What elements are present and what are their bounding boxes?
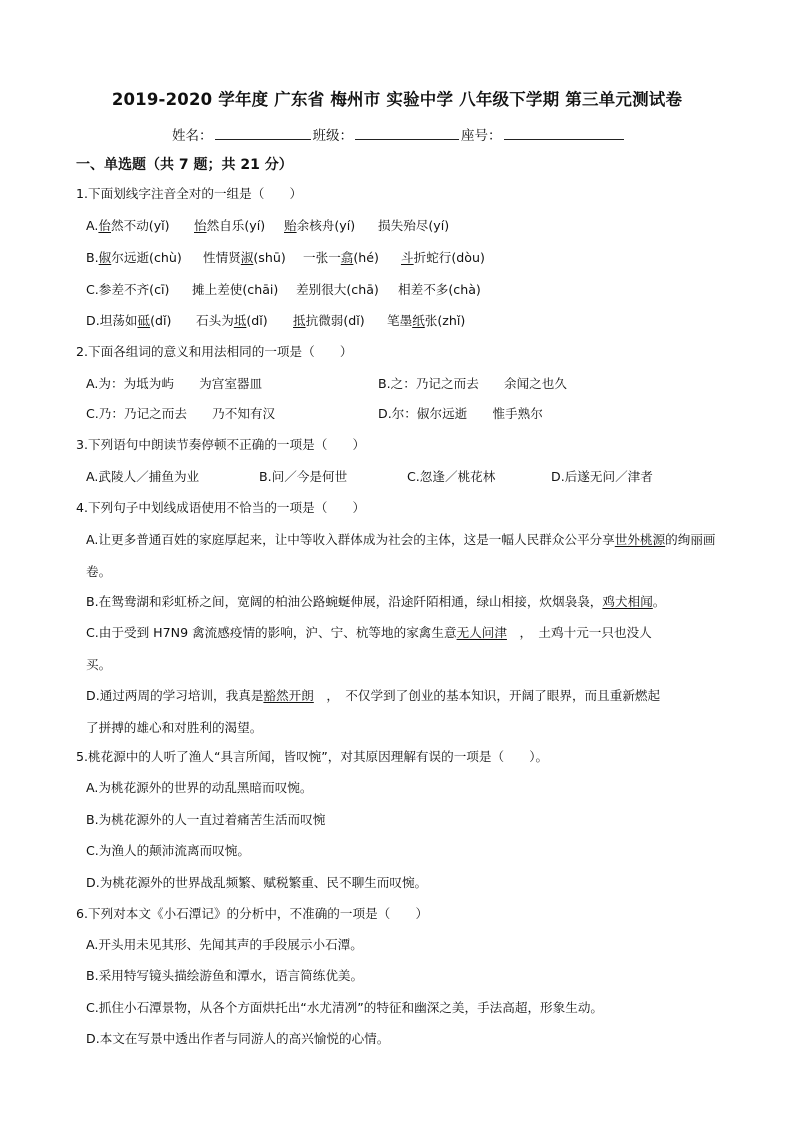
q6-option-c: C.抓住小石潭景物，从各个方面烘托出“水尤清冽”的特征和幽深之美，手法高超，形象生动。 [86, 1000, 604, 1015]
q1-option-a: A.佁然不动(yǐ) [86, 218, 170, 233]
q6-option-d: D.本文在写景中透出作者与同游人的高兴愉悦的心情。 [86, 1031, 390, 1046]
q1-option-c-4: 相差不多(chà) [398, 282, 481, 297]
q1-option-c-2: 摊上差使(chāi) [192, 282, 279, 297]
q1-option-b-4: 斗折蛇行(dòu) [401, 250, 485, 265]
student-info [172, 124, 626, 144]
q1-option-d: D.坦荡如砥(dǐ) [86, 313, 172, 328]
name-label: 姓名： [172, 128, 213, 144]
q1-option-d-4: 笔墨纸张(zhǐ) [387, 313, 466, 328]
q3-option-c: C.忽逢／桃花林 [407, 469, 496, 484]
q3-stem: 3.下列语句中朗读节奏停顿不正确的一项是（ ） [76, 437, 366, 452]
name-blank[interactable] [215, 125, 311, 140]
q2-option-a: A.为：为坻为屿 为宫室器皿 [86, 376, 263, 391]
q6-option-a: A.开头用未见其形、先闻其声的手段展示小石潭。 [86, 937, 363, 952]
q1-option-b-2: 性情贤淑(shū) [203, 250, 286, 265]
class-label: 班级： [312, 128, 353, 144]
q2-option-b: B.之：乃记之而去 余闻之也久 [378, 376, 567, 391]
q4-option-d: D.通过两周的学习培训，我真是豁然开朗 ， 不仅学到了创业的基本知识，开阔了眼界，而且重新燃起 了拼搏的雄心和对胜利的渴望。 [86, 688, 661, 735]
q4-stem: 4.下列句子中划线成语使用不恰当的一项是（ ） [76, 500, 366, 515]
exam-title: 2019-2020 学年度 广东省 梅州市 实验中学 八年级下学期 第三单元测试卷 [111, 90, 683, 109]
q6-option-b: B.采用特写镜头描绘游鱼和潭水，语言简练优美。 [86, 968, 364, 983]
q3-option-a: A.武陵人／捕鱼为业 [86, 469, 200, 484]
q3-option-b: B.问／今是何世 [259, 469, 348, 484]
q5-option-d: D.为桃花源外的世界战乱频繁、赋税繁重、民不聊生而叹惋。 [86, 875, 428, 890]
q1-option-a-3: 贻余核舟(yí) [284, 218, 356, 233]
q5-option-b: B.为桃花源外的人一直过着痛苦生活而叹惋 [86, 812, 326, 827]
q1-option-c: C.参差不齐(cī) [86, 282, 170, 297]
q4-option-a: A.让更多普通百姓的家庭厚起来，让中等收入群体成为社会的主体，这是一幅人民群众公平分享世外桃源的绚丽画卷。 [86, 532, 716, 579]
q1-stem: 1.下面划线字注音全对的一组是（ ） [76, 186, 303, 201]
q4-option-c: C.由于受到 H7N9 禽流感疫情的影响，沪、宁、杭等地的家禽生意无人问津 ， 土鸡十元一只也没人 买。 [86, 625, 652, 672]
q5-stem: 5.桃花源中的人听了渔人“具言所闻，皆叹惋”，对其原因理解有误的一项是（ ）。 [76, 749, 549, 764]
q4-option-b: B.在鸳鸯湖和彩虹桥之间，宽阔的柏油公路蜿蜒伸展，沿途阡陌相通，绿山相接，炊烟袅袅，鸡犬相闻。 [86, 594, 666, 609]
q1-option-d-3: 抵抗微弱(dǐ) [293, 313, 365, 328]
section-title: 一、单选题（共 7 题；共 21 分） [76, 157, 293, 173]
seat-label: 座号： [461, 128, 502, 144]
q1-option-b: B.俶尔远逝(chù) [86, 250, 182, 265]
q2-option-c: C.乃：乃记之而去 乃不知有汉 [86, 406, 276, 421]
q1-option-a-4: 损失殆尽(yí) [378, 218, 450, 233]
q5-option-a: A.为桃花源外的世界的动乱黑暗而叹惋。 [86, 780, 313, 795]
q5-option-c: C.为渔人的颠沛流离而叹惋。 [86, 843, 250, 858]
q6-stem: 6.下列对本文《小石潭记》的分析中，不准确的一项是（ ） [76, 906, 429, 921]
seat-blank[interactable] [504, 125, 624, 140]
q1-option-d-2: 石头为坻(dǐ) [196, 313, 268, 328]
q1-option-c-3: 差别很大(chā) [296, 282, 379, 297]
q1-option-a-2: 怡然自乐(yí) [194, 218, 266, 233]
q2-stem: 2.下面各组词的意义和用法相同的一项是（ ） [76, 344, 353, 359]
class-blank[interactable] [355, 125, 459, 140]
q2-option-d: D.尔：俶尔远逝 惟手熟尔 [378, 406, 543, 421]
q3-option-d: D.后遂无问／津者 [551, 469, 653, 484]
q1-option-b-3: 一张一翕(hé) [303, 250, 379, 265]
